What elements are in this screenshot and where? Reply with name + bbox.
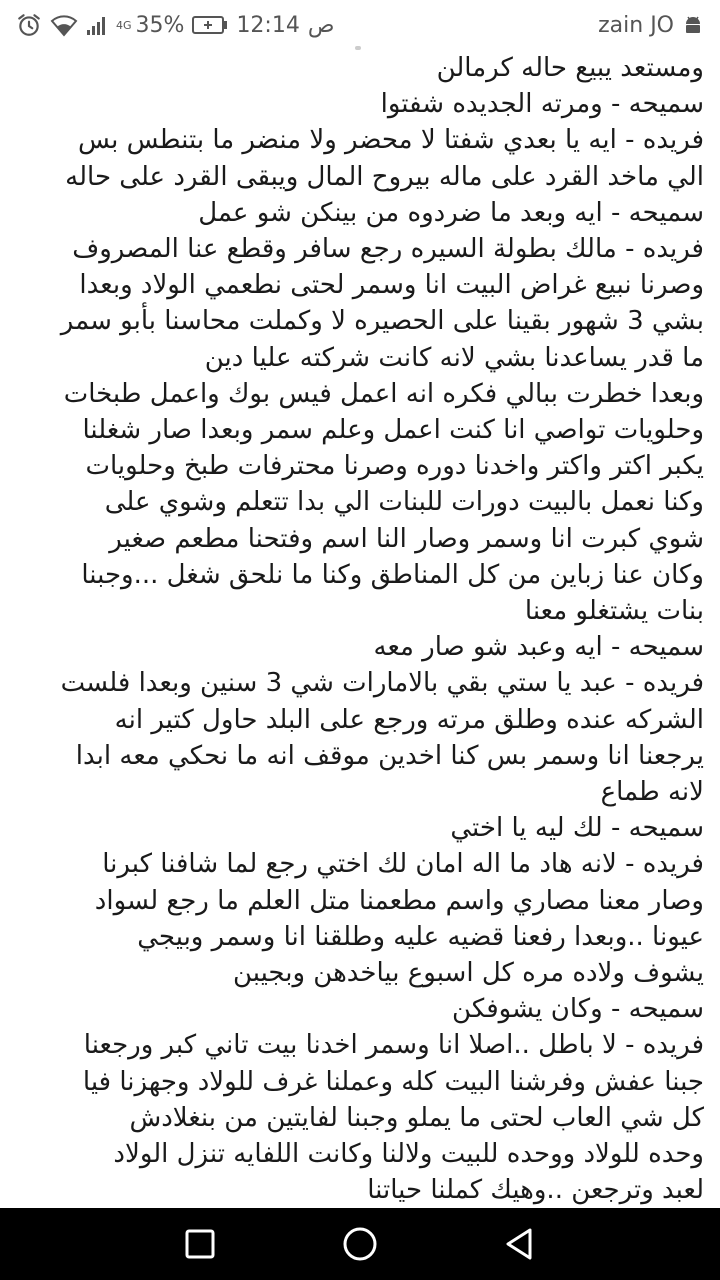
carrier-name: zain JO	[598, 12, 674, 38]
text-line: كل شي العاب لحتى ما يملو وجبنا لفايتين من بنغلادش	[129, 1102, 704, 1133]
text-line: الي ماخد القرد على ماله بيروح المال ويبقى القرد على حاله	[65, 161, 704, 192]
home-button[interactable]	[324, 1208, 396, 1280]
recents-button[interactable]	[164, 1208, 236, 1280]
text-line: يكبر اكتر واكتر واخدنا دوره وصرنا محترفات طبخ وحلويات	[85, 451, 704, 482]
text-line: فريده - ايه يا بعدي شفتا لا محضر ولا منضر ما بتنطس بس	[78, 125, 704, 156]
text-line: وصرنا نبيع غراض البيت انا وسمر لحتى نطعمي الولاد وبعدا	[79, 270, 704, 301]
text-line: لعبد وترجعن ..وهيك كملنا حياتنا	[367, 1175, 704, 1206]
text-line: فريده - مالك بطولة السيره رجع سافر وقطع عنا المصروف	[72, 234, 704, 265]
text-line: وصار معنا مصاري واسم مطعمنا متل العلم ما رجع لسواد	[94, 885, 704, 916]
clock-time: 12:14	[236, 12, 300, 38]
text-line: سميحه - لك ليه يا اختي	[450, 813, 704, 844]
battery-icon	[192, 15, 228, 35]
home-circle-icon	[341, 1225, 379, 1263]
status-left	[16, 12, 334, 38]
text-line: بشي 3 شهور بقينا على الحصيره لا وكملت محاسنا بأبو سمر	[60, 306, 704, 337]
text-line: الشركه عنده وطلق مرته ورجع على البلد حاول كتير انه	[114, 704, 704, 735]
signal-icon	[86, 14, 108, 36]
text-line: يشوف ولاده مره كل اسبوع بياخدهن وبجيبن	[232, 958, 704, 989]
text-line: بنات يشتغلو معنا	[524, 596, 704, 627]
text-line: سميحه - ايه وعبد شو صار معه	[373, 632, 704, 663]
navigation-bar	[0, 1208, 720, 1280]
clock-am-pm: ص	[307, 12, 335, 38]
text-line: شوي كبرت انا وسمر وصار النا اسم وفتحنا مطعم صغير	[109, 523, 704, 554]
text-line: وكان عنا زباين من كل المناطق وكنا ما نلحق شغل ...وجبنا	[81, 559, 704, 590]
network-type: 4G	[116, 18, 132, 32]
text-line: وكنا نعمل بالبيت دورات للبنات الي بدا تتعلم وشوي على	[104, 487, 704, 518]
recents-square-icon	[183, 1227, 217, 1261]
battery-percent: 35%	[135, 12, 185, 38]
article-text[interactable]	[0, 50, 720, 1208]
text-line: سميحه - وكان يشوفكن	[452, 994, 704, 1025]
text-line: جبنا عفش وفرشنا البيت كله وعملنا غرف للولاد وجهزنا فيا	[82, 1066, 704, 1097]
text-line: ومستعد يبيع حاله كرمالن	[436, 53, 704, 83]
text-line: عيونا ..وبعدا رفعنا قضيه عليه وطلقنا انا وسمر وبيجي	[137, 921, 704, 952]
text-line: لانه طماع	[600, 777, 704, 808]
text-line: فريده - لا باطل ..اصلا انا وسمر اخدنا بيت تاني كبر ورجعنا	[83, 1030, 704, 1061]
back-triangle-icon	[502, 1226, 538, 1262]
wifi-icon	[50, 13, 78, 37]
text-line: فريده - عبد يا ستي بقي بالامارات شي 3 سنين وبعدا فلست	[60, 668, 704, 699]
text-line: وبعدا خطرت ببالي فكره انه اعمل فيس بوك واعمل طبخات	[63, 378, 704, 409]
android-icon	[682, 14, 704, 36]
status-bar	[0, 0, 720, 50]
back-button[interactable]	[484, 1208, 556, 1280]
alarm-icon	[16, 12, 42, 38]
text-line: وحده للولاد ووحده للبيت ولالنا وكانت اللفايه تنزل الولاد	[113, 1139, 704, 1170]
status-right	[598, 13, 704, 38]
text-line: سميحه - ومرته الجديده شفتوا	[380, 89, 704, 120]
text-line: ما قدر يساعدنا بشي لانه كانت شركته عليا دين	[204, 342, 704, 373]
text-line: وحلويات تواصي انا كنت اعمل وعلم سمر وبعدا صار شغلنا	[82, 415, 704, 446]
text-line: يرجعنا انا وسمر بس كنا اخدين موقف انه ما نحكي معه ابدا	[75, 740, 704, 771]
text-line: سميحه - ايه وبعد ما ضردوه من بينكن شو عمل	[198, 197, 704, 228]
text-line: فريده - لانه هاد ما اله امان لك اختي رجع لما شافنا كبرنا	[102, 849, 704, 880]
